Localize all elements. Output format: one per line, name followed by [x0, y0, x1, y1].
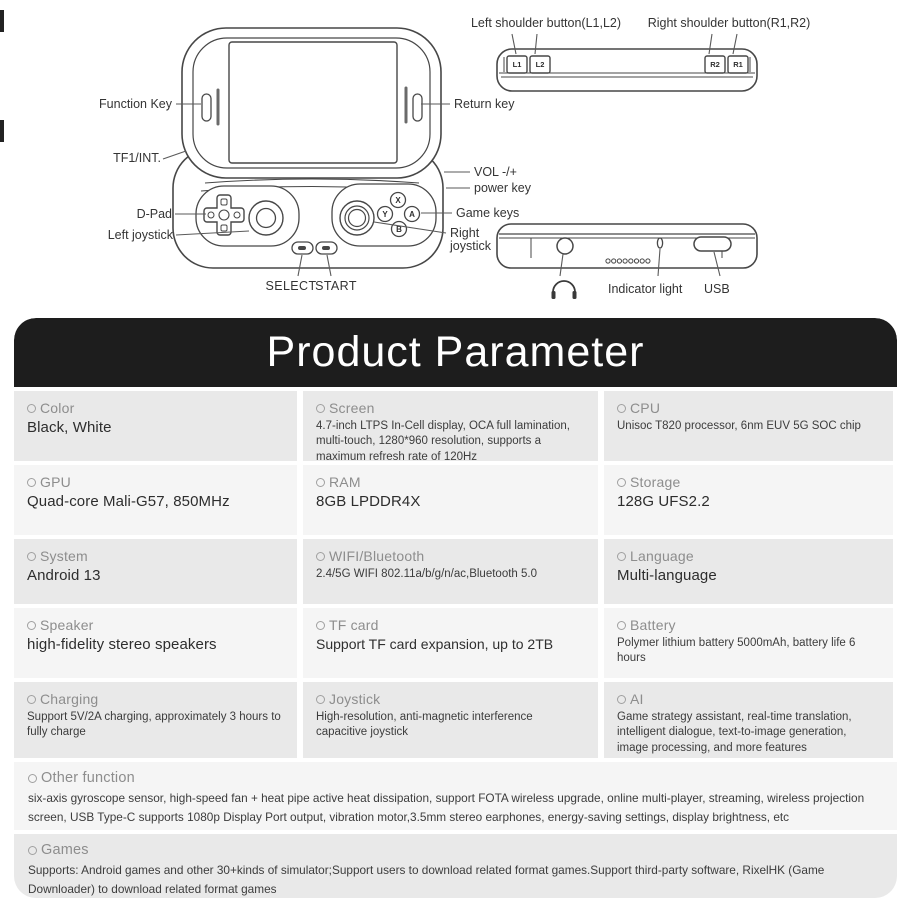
spec-cell-joystick — [303, 682, 598, 758]
spec-value: six-axis gyroscope sensor, high-speed fan + heat pipe active heat dissipation, support FOTA wireless upgrade, online multi-player, streaming, wireless projection screen, USB Type-C supports 1080p Display Port output, vibration motor,3.5mm stereo earphones, energy-saving settings, display brightness, etc — [28, 791, 865, 824]
label-select: SELECT — [265, 279, 317, 293]
spec-label: Other function — [41, 770, 135, 786]
headphone-icon — [552, 281, 577, 299]
label-left-shoulder: Left shoulder button(L1,L2) — [470, 16, 622, 30]
button-y-glyph: Y — [382, 210, 388, 219]
spec-row — [14, 539, 897, 604]
spec-label: Speaker — [40, 617, 94, 633]
spec-value: 2.4/5G WIFI 802.11a/b/g/n/ac,Bluetooth 5.0 — [316, 568, 537, 580]
button-b-glyph: B — [396, 225, 402, 234]
button-x-glyph: X — [395, 196, 401, 205]
bullet-circle-icon — [27, 552, 36, 561]
bullet-circle-icon — [617, 404, 626, 413]
bullet-circle-icon — [316, 404, 325, 413]
spec-label: Charging — [40, 691, 99, 707]
headphone-jack — [557, 238, 573, 254]
label-right-shoulder: Right shoulder button(R1,R2) — [647, 16, 811, 30]
spec-value: Multi-language — [617, 567, 717, 584]
spec-cell-charging — [14, 682, 297, 758]
bullet-circle-icon — [617, 695, 626, 704]
bottom-edge-view — [497, 224, 757, 268]
label-right-joystick-1: Right — [450, 226, 480, 240]
usb-port — [694, 237, 731, 251]
spec-value: High-resolution, anti-magnetic interference capacitive joystick — [316, 711, 533, 739]
top-edge-view — [497, 49, 757, 91]
l2-glyph: L2 — [535, 60, 545, 69]
indicator-light — [657, 238, 662, 248]
spec-cell-language — [604, 539, 893, 604]
spec-value: 128G UFS2.2 — [617, 493, 710, 510]
button-a-glyph: A — [409, 210, 415, 219]
spec-value: Quad-core Mali-G57, 850MHz — [27, 493, 230, 510]
spec-row — [14, 391, 897, 461]
spec-label: Screen — [329, 400, 375, 416]
spec-label: Color — [40, 400, 75, 416]
spec-row — [14, 682, 897, 758]
spec-label: TF card — [329, 617, 379, 633]
spec-label: AI — [630, 691, 644, 707]
label-usb: USB — [704, 282, 730, 296]
bullet-circle-icon — [27, 404, 36, 413]
spec-cell-wifi-bluetooth — [303, 539, 598, 604]
spec-value: Polymer lithium battery 5000mAh, battery life 6 hours — [617, 637, 856, 665]
bullet-circle-icon — [617, 478, 626, 487]
spec-label: Language — [630, 548, 694, 564]
spec-cell-battery — [604, 608, 893, 678]
spec-label: System — [40, 548, 88, 564]
function-key-button — [202, 94, 211, 121]
bullet-circle-icon — [316, 552, 325, 561]
spec-value: Android 13 — [27, 567, 101, 584]
spec-label: Joystick — [329, 691, 381, 707]
spec-value: Game strategy assistant, real-time translation, intelligent dialogue, text-to-image generation, image processing, and more features — [617, 711, 852, 754]
label-power-key: power key — [474, 181, 531, 195]
spec-value: Supports: Android games and other 30+kinds of simulator;Support users to download related format games.Support third-party software, RixelHK (Game Downloader) to download related format games — [28, 863, 825, 896]
spec-value: high-fidelity stereo speakers — [27, 636, 217, 653]
spec-value: Support TF card expansion, up to 2TB — [316, 636, 554, 652]
label-function-key: Function Key — [99, 97, 172, 111]
spec-cell-screen — [303, 391, 598, 461]
spec-label: Games — [41, 842, 89, 858]
label-start: START — [315, 279, 357, 293]
spec-value: 8GB LPDDR4X — [316, 493, 421, 510]
panel-header — [14, 318, 897, 387]
spec-cell-cpu — [604, 391, 893, 461]
spec-value: Support 5V/2A charging, approximately 3 hours to fully charge — [27, 711, 281, 739]
spec-label: RAM — [329, 474, 361, 490]
return-key-button — [413, 94, 422, 121]
spec-value: Unisoc T820 processor, 6nm EUV 5G SOC chip — [617, 420, 861, 432]
panel-title: Product Parameter — [266, 328, 645, 376]
r2-glyph: R2 — [710, 60, 720, 69]
spec-cell-ai — [604, 682, 893, 758]
spec-cell-gpu — [14, 465, 297, 535]
label-dpad: D-Pad — [136, 207, 172, 221]
device-diagram — [0, 0, 911, 316]
label-right-joystick-2: joystick — [450, 239, 491, 253]
label-indicator-light: Indicator light — [608, 282, 683, 296]
spec-value: Black, White — [27, 419, 112, 436]
spec-label: Storage — [630, 474, 681, 490]
spec-row-other-function — [14, 762, 897, 830]
bullet-circle-icon — [27, 621, 36, 630]
spec-cell-color — [14, 391, 297, 461]
label-game-keys: Game keys — [456, 206, 520, 220]
bullet-circle-icon — [28, 846, 37, 855]
product-parameter-panel — [14, 318, 897, 898]
label-return-key: Return key — [454, 97, 515, 111]
spec-row — [14, 608, 897, 678]
spec-label: WIFI/Bluetooth — [329, 548, 425, 564]
spec-label: GPU — [40, 474, 71, 490]
bullet-circle-icon — [316, 621, 325, 630]
label-tf-slot: TF1/INT. — [113, 151, 161, 165]
screen — [229, 42, 397, 163]
bullet-circle-icon — [617, 552, 626, 561]
spec-cell-tf-card — [303, 608, 598, 678]
spec-row-games — [14, 834, 897, 898]
bullet-circle-icon — [316, 478, 325, 487]
r1-glyph: R1 — [733, 60, 743, 69]
bullet-circle-icon — [27, 695, 36, 704]
front-view — [173, 28, 443, 268]
spec-cell-storage — [604, 465, 893, 535]
bullet-circle-icon — [28, 774, 37, 783]
spec-label: CPU — [630, 400, 661, 416]
l1-glyph: L1 — [512, 60, 522, 69]
spec-cell-speaker — [14, 608, 297, 678]
label-vol: VOL -/+ — [474, 165, 517, 179]
spec-cell-ram — [303, 465, 598, 535]
bullet-circle-icon — [27, 478, 36, 487]
spec-row — [14, 465, 897, 535]
spec-cell-system — [14, 539, 297, 604]
spec-value: 4.7-inch LTPS In-Cell display, OCA full lamination, multi-touch, 1280*960 resolution, supports a maximum refresh rate of 120Hz — [316, 420, 570, 463]
bullet-circle-icon — [617, 621, 626, 630]
spec-label: Battery — [630, 617, 676, 633]
bullet-circle-icon — [316, 695, 325, 704]
label-left-joystick: Left joystick — [107, 228, 173, 242]
